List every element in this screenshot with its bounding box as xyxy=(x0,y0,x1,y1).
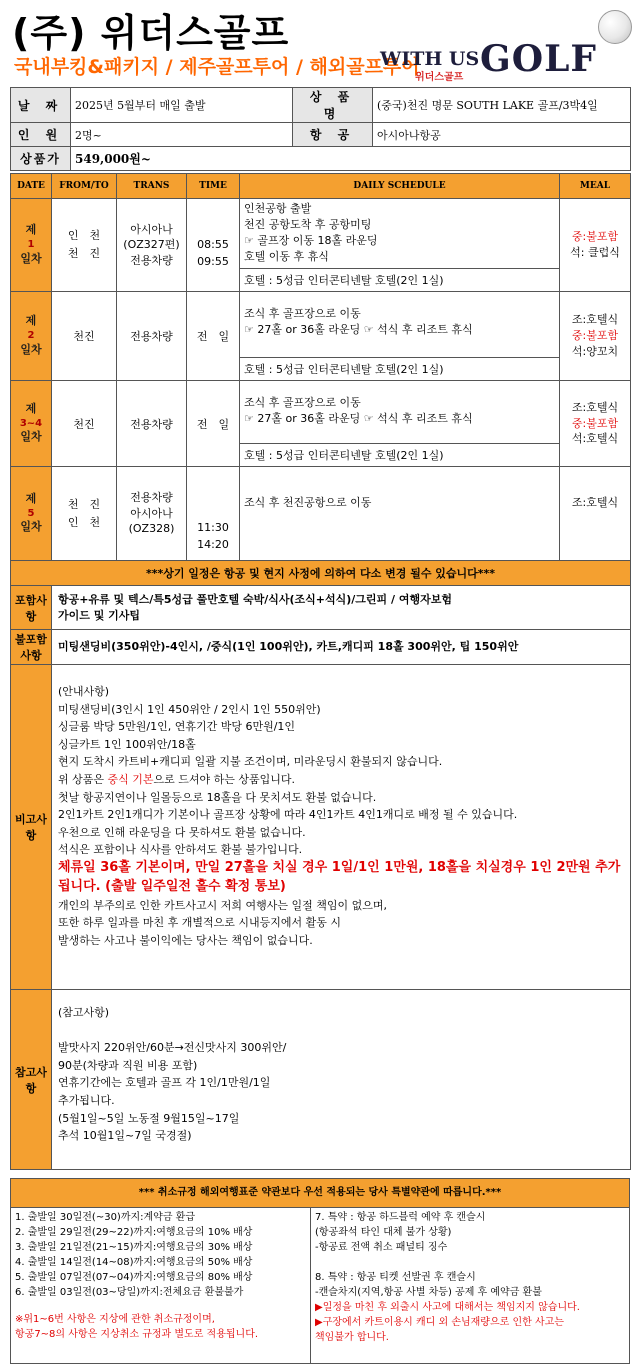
meal-lunch: 중:불포함 xyxy=(571,329,619,343)
day-2-time: 전 일 xyxy=(187,292,240,381)
meal-dinner: 석: 클럽식 xyxy=(570,246,620,259)
header-from-to: FROM/TO xyxy=(52,174,117,199)
date-label: 날 짜 xyxy=(11,88,71,123)
day-1-label xyxy=(11,199,52,292)
meal-breakfast: 조:호텔식 xyxy=(571,496,619,509)
day-label-top: 제 xyxy=(25,223,37,237)
cancel-item: 4. 출발일 14일전(14~08)까지:여행요금의 50% 배상 xyxy=(15,1257,253,1268)
remarks-intro: (안내사항) 미팅샌딩비(3인시 1인 450위안 / 2인시 1인 550위안) 싱글룸 박당 5만원/1인, 연휴기간 박당 6만원/1인 싱글카트 1인 100위안/18홀 현지 도착시 카트비+캐디피 일괄 지불 조건이며, 미라운딩시 환불되지 않습니다. xyxy=(58,685,443,769)
day-number: 1 xyxy=(27,239,35,251)
included-label: 포함사항 xyxy=(11,586,52,630)
meal-breakfast: 조:호텔식 xyxy=(571,313,619,327)
meal-breakfast: 조:호텔식 xyxy=(571,400,619,414)
day-number: 3~4 xyxy=(19,417,43,429)
cancel-item: 5. 출발일 07일전(07~04)까지:여행요금의 80% 배상 xyxy=(15,1272,253,1283)
logo-withus-text: WITH US xyxy=(380,48,480,70)
day-2-schedule: 조식 후 골프장으로 이동 ☞ 27홀 or 36홀 라운딩 ☞ 석식 후 리조트 휴식 xyxy=(240,292,560,358)
remarks-body xyxy=(52,665,631,990)
day-number: 2 xyxy=(27,330,35,342)
day-2-from-to: 천진 xyxy=(52,292,117,381)
remarks-middle: 첫날 항공지연이나 일몰등으로 18홀을 다 못치셔도 환불 없습니다. 2인1카트 2인1캐디가 기본이나 골프장 상황에 따라 4인1카트 4인1캐디로 배정 될 수 있습니다. 우천으로 인해 라운딩을 다 못하셔도 환불 없습니다. 석식은 포함이나 식사를 안하셔도 환불 불가입니다. xyxy=(58,790,518,857)
cancellation-left xyxy=(11,1208,311,1363)
meal-dinner: 석:호텔식 xyxy=(571,432,619,446)
to-city: 천 진 xyxy=(67,247,101,260)
header-trans: TRANS xyxy=(117,174,187,199)
schedule-table xyxy=(10,173,631,1170)
withus-golf-logo xyxy=(380,10,630,83)
price-value: 549,000원~ xyxy=(71,147,631,171)
excluded-label: 불포함 사항 xyxy=(11,630,52,665)
cancel-note: ※위1~6번 사항은 지상에 관한 취소규정이며, 항공7~8의 사항은 지상취소 규정과 별도로 적용됩니다. xyxy=(15,1314,259,1340)
day-2-label xyxy=(11,292,52,381)
day-5-time: 11:30 14:20 xyxy=(187,467,240,561)
day-3-4-schedule: 조식 후 골프장으로 이동 ☞ 27홀 or 36홀 라운딩 ☞ 석식 후 리조트 휴식 xyxy=(240,381,560,444)
day-label-bottom: 일차 xyxy=(20,430,42,444)
price-label: 상품가 xyxy=(11,147,71,171)
header-time: TIME xyxy=(187,174,240,199)
day-5-meal xyxy=(560,467,631,561)
header xyxy=(0,0,640,84)
lunch-line-prefix: 위 상품은 xyxy=(58,772,108,786)
logo-golf-text: GOLF xyxy=(480,38,597,80)
cancellation-title: *** 취소규정 해외여행표준 약관보다 우선 적용되는 당사 특별약관에 따릅니다.*** xyxy=(11,1179,629,1208)
people-label: 인 원 xyxy=(11,123,71,147)
day-3-4-from-to: 천진 xyxy=(52,381,117,467)
cancel-item: 1. 출발일 30일전(~30)까지:계약금 환급 xyxy=(15,1212,195,1223)
day-2-meal xyxy=(560,292,631,381)
company-name: (주) 위더스골프 xyxy=(12,11,290,55)
product-label: 상 품 명 xyxy=(293,88,373,123)
day-3-4-trans: 전용차량 xyxy=(117,381,187,467)
product-info-table xyxy=(10,87,631,171)
day-label-bottom: 일차 xyxy=(20,251,42,265)
from-city: 인 천 xyxy=(67,229,101,243)
remarks-holes-notice: 체류일 36홀 기본이며, 만일 27홀을 치실 경우 1일/1인 1만원, 18홀을 치실경우 1인 2만원 추가 됩니다. (출발 일주일전 홀수 확정 통보) xyxy=(58,859,621,894)
day-label-top: 제 xyxy=(25,314,37,328)
lunch-line-suffix: 으로 드셔야 하는 상품입니다. xyxy=(153,772,296,786)
product-value: (중국)천진 명문 SOUTH LAKE 골프/3박4일 xyxy=(373,88,631,123)
day-label-top: 제 xyxy=(25,491,37,505)
day-number: 5 xyxy=(27,507,35,519)
airline-value: 아시아나항공 xyxy=(373,123,631,147)
day-3-4-time: 전 일 xyxy=(187,381,240,467)
lunch-line-highlight: 중식 기본 xyxy=(107,772,154,786)
cancellation-columns xyxy=(11,1208,629,1363)
from-city: 천 진 xyxy=(67,497,101,511)
day-5-trans: 전용차량 아시아나 (OZ328) xyxy=(117,467,187,561)
airline-label: 항 공 xyxy=(293,123,373,147)
date-value: 2025년 5월부터 매일 출발 xyxy=(71,88,293,123)
day-label-top: 제 xyxy=(25,401,37,415)
day-5-schedule: 조식 후 천진공항으로 이동 xyxy=(240,467,560,561)
to-city: 인 천 xyxy=(67,515,101,529)
day-3-4-hotel: 호텔 : 5성급 인터콘티넨탈 호텔(2인 1실) xyxy=(240,444,560,467)
day-1-meal xyxy=(560,199,631,292)
day-5-from-to xyxy=(52,467,117,561)
day-label-bottom: 일차 xyxy=(20,342,42,356)
remarks-outro: 개인의 부주의로 인한 카트사고시 저희 여행사는 일절 책임이 없으며, 또한 하루 일과를 마친 후 개별적으로 시내등지에서 활동 시 발생하는 사고나 불이익에는 당사는 책임이 없습니다. xyxy=(58,898,387,947)
company-tagline: 국내부킹&패키지 / 제주골프투어 / 해외골프투어 xyxy=(14,56,420,78)
day-1-trans: 아시아나 (OZ327편) 전용차량 xyxy=(117,199,187,292)
remarks-lunch-line xyxy=(58,771,624,789)
day-3-4-meal xyxy=(560,381,631,467)
meal-lunch: 중:불포함 xyxy=(571,230,619,244)
header-daily-schedule: DAILY SCHEDULE xyxy=(240,174,560,199)
cancel-item: 3. 출발일 21일전(21~15)까지:여행요금의 30% 배상 xyxy=(15,1242,253,1253)
schedule-change-notice: ***상기 일정은 항공 및 현지 사정에 의하여 다소 변경 될수 있습니다*** xyxy=(11,561,631,586)
liability-notice: ▶일정을 마친 후 외출시 사고에 대해서는 책임지지 않습니다. ▶구장에서 카트이용시 캐디 외 손님재량으로 인한 사고는 책임불가 합니다. xyxy=(315,1302,580,1343)
remarks-label: 비고사항 xyxy=(11,665,52,990)
day-2-trans: 전용차량 xyxy=(117,292,187,381)
day-5-label xyxy=(11,467,52,561)
header-date: DATE xyxy=(11,174,52,199)
cancellation-policy xyxy=(10,1178,630,1364)
day-3-4-label xyxy=(11,381,52,467)
excluded-text: 미팅샌딩비(350위안)-4인시, /중식(1인 100위안), 카트,캐디피 18홀 300위안, 팁 150위안 xyxy=(52,630,631,665)
day-1-hotel: 호텔 : 5성급 인터콘티넨탈 호텔(2인 1실) xyxy=(240,269,560,292)
reference-text: (참고사항) 발맛사지 220위안/60분→전신맛사지 300위안/ 90분(차량과 직원 비용 포함) 연휴기간에는 호텔과 골프 각 1인/1만원/1일 추가됩니다. (5월1일~5일 노동절 9월15일~17일 추석 10월1일~7일 국경절) xyxy=(52,990,631,1170)
reference-label: 참고사항 xyxy=(11,990,52,1170)
day-1-from-to xyxy=(52,199,117,292)
day-1-schedule: 인천공항 출발 천진 공항도착 후 공항미팅 ☞ 골프장 이동 18홀 라운딩 호텔 이동 후 휴식 xyxy=(240,199,560,269)
cancel-item: 6. 출발일 03일전(03~당일)까지:전체요금 환불불가 xyxy=(15,1287,244,1298)
day-1-time: 08:55 09:55 xyxy=(187,199,240,292)
cancel-item: 2. 출발일 29일전(29~22)까지:여행요금의 10% 배상 xyxy=(15,1227,253,1238)
golf-ball-icon xyxy=(598,10,632,44)
logo-korean-text: 위더스골프 xyxy=(415,72,464,83)
special-terms: 7. 특약 : 항공 하드블럭 예약 후 캔슬시 (항공좌석 타인 대체 불가 상황) -항공료 전액 취소 패널티 징수 8. 특약 : 항공 티켓 선발권 후 캔슬시 -캔슬차지(지역,항공 사별 차등) 공제 후 예약금 환불 xyxy=(315,1212,542,1298)
cancellation-right xyxy=(311,1208,629,1363)
day-label-bottom: 일차 xyxy=(20,520,42,534)
meal-lunch: 중:불포함 xyxy=(571,416,619,430)
header-meal: MEAL xyxy=(560,174,631,199)
people-value: 2명~ xyxy=(71,123,293,147)
included-text: 항공+유류 및 텍스/특5성급 풀만호텔 숙박/식사(조식+석식)/그린피 / 여행자보험 가이드 및 기사팁 xyxy=(52,586,631,630)
meal-dinner: 석:양꼬치 xyxy=(571,344,619,358)
day-2-hotel: 호텔 : 5성급 인터콘티넨탈 호텔(2인 1실) xyxy=(240,358,560,381)
